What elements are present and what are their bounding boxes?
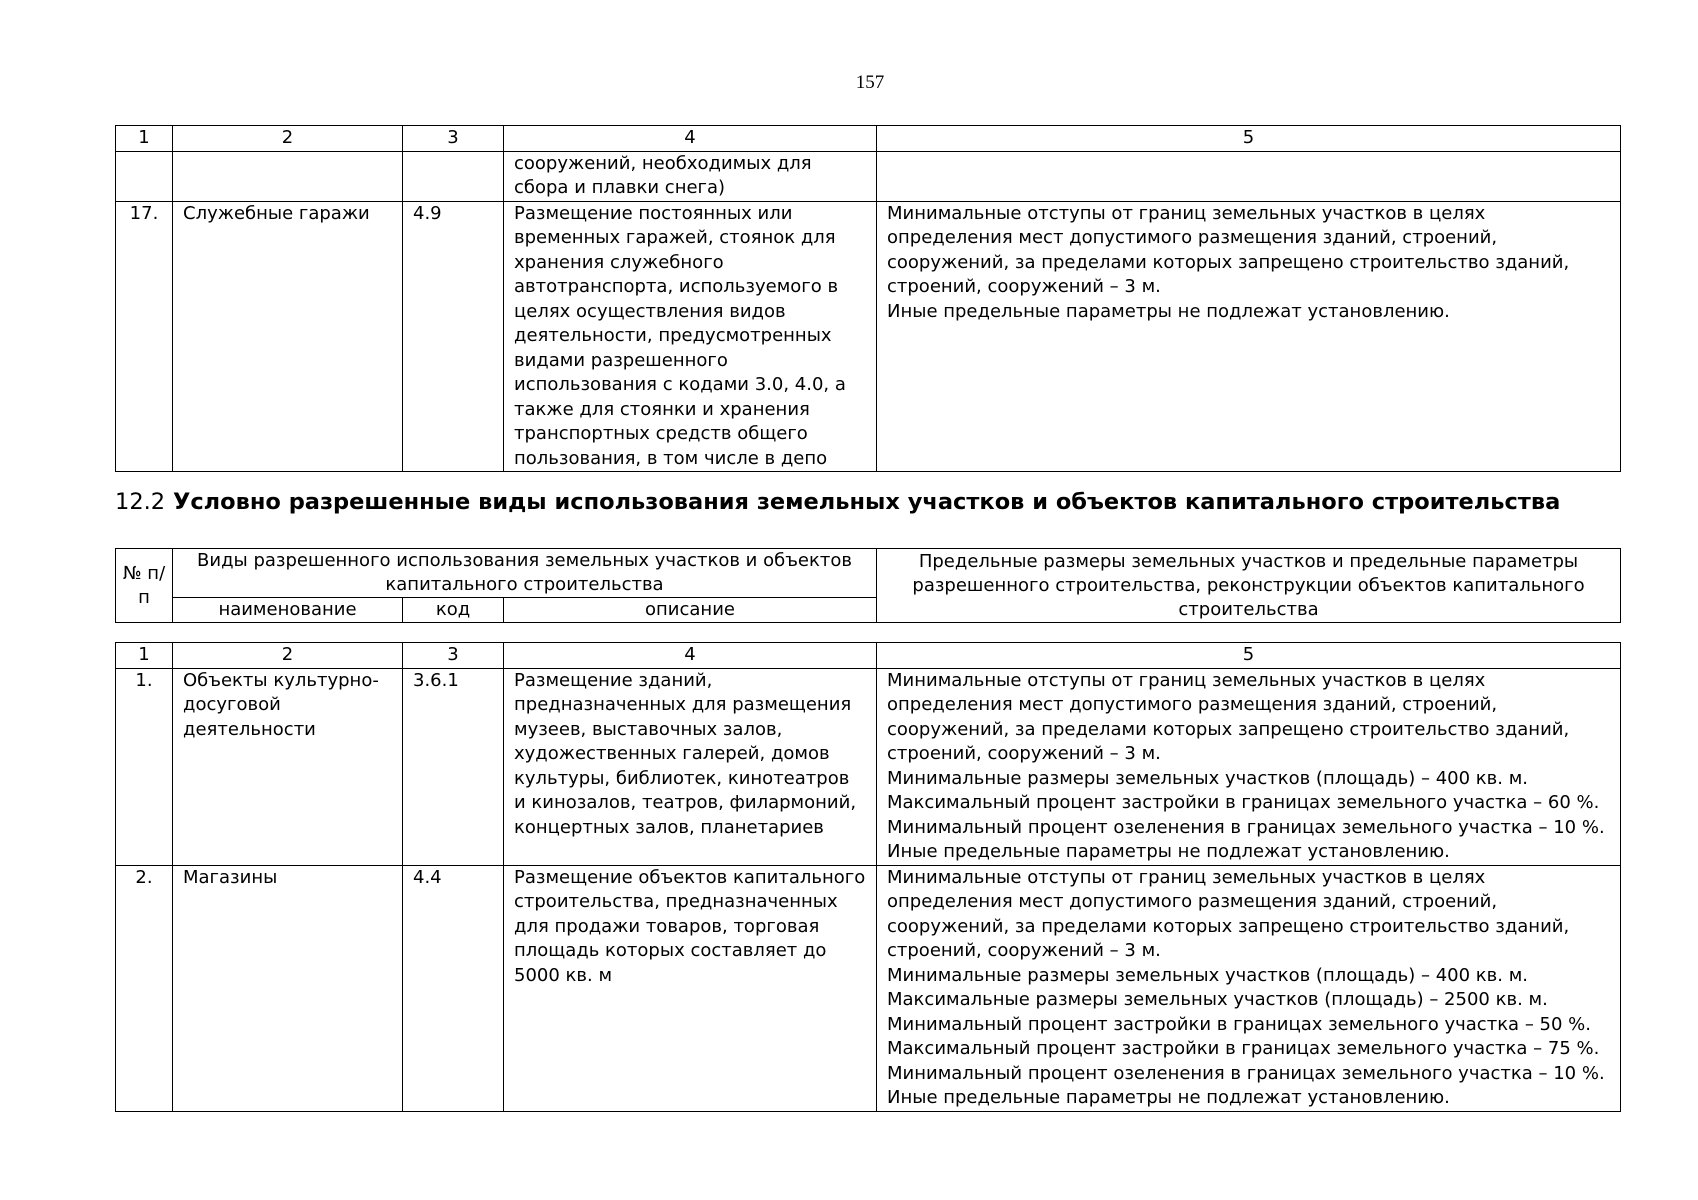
table-row	[116, 865, 1621, 1111]
row-description: Размещение зданий, предназначенных для размещения музеев, выставочных залов, художественных галерей, домов культуры, библиотек, кинотеатров и кинозалов, театров, филармоний, концертных залов, планетариев	[504, 668, 877, 865]
row-description: Размещение объектов капитального строительства, предназначенных для продажи товаров, торговая площадь которых составляет до 5000 кв. м	[504, 865, 877, 1111]
row-description: сооружений, необходимых для сбора и плавки снега)	[504, 151, 877, 201]
table-continuation	[115, 125, 1621, 472]
column-number-row	[116, 126, 1621, 152]
row-params: Минимальные отступы от границ земельных участков в целях определения мест допустимого размещения зданий, строений, сооружений, за пределами которых запрещено строительство зданий, строений, сооружений – 3 м. Иные предельные параметры не подлежат установлению.	[877, 201, 1621, 472]
header-types: Виды разрешенного использования земельных участков и объектов капитального строительства	[173, 549, 877, 598]
row-name: Магазины	[173, 865, 403, 1111]
row-number	[116, 151, 173, 201]
row-number: 17.	[116, 201, 173, 472]
table-row	[116, 201, 1621, 472]
table-body	[115, 642, 1621, 1112]
section-heading	[115, 487, 1620, 517]
col-number-4: 4	[504, 643, 877, 669]
row-code: 3.6.1	[403, 668, 504, 865]
col-number-1: 1	[116, 643, 173, 669]
col-number-3: 3	[403, 126, 504, 152]
row-name: Служебные гаражи	[173, 201, 403, 472]
row-code: 4.9	[403, 201, 504, 472]
row-code	[403, 151, 504, 201]
row-description: Размещение постоянных или временных гаражей, стоянок для хранения служебного автотранспорта, используемого в целях осуществления видов деятельности, предусмотренных видами разрешенного использования с кодами 3.0, 4.0, а также для стоянки и хранения транспортных средств общего пользования, в том числе в депо	[504, 201, 877, 472]
col-number-5: 5	[877, 643, 1621, 669]
row-name: Объекты культурно-досуговой деятельности	[173, 668, 403, 865]
col-number-2: 2	[173, 643, 403, 669]
header-params: Предельные размеры земельных участков и предельные параметры разрешенного строительства, реконструкции объектов капитального строительства	[877, 549, 1621, 623]
column-number-row	[116, 643, 1621, 669]
page-number: 157	[855, 72, 885, 93]
row-code: 4.4	[403, 865, 504, 1111]
header-num: № п/п	[116, 549, 173, 623]
header-name: наименование	[173, 598, 403, 623]
col-number-4: 4	[504, 126, 877, 152]
table-header	[115, 548, 1621, 623]
row-number: 2.	[116, 865, 173, 1111]
col-number-5: 5	[877, 126, 1621, 152]
section-number: 12.2	[115, 489, 166, 515]
table-row	[116, 668, 1621, 865]
row-name	[173, 151, 403, 201]
col-number-2: 2	[173, 126, 403, 152]
row-params: Минимальные отступы от границ земельных участков в целях определения мест допустимого размещения зданий, строений, сооружений, за пределами которых запрещено строительство зданий, строений, сооружений – 3 м. Минимальные размеры земельных участков (площадь) – 400 кв. м. Максимальный процент застройки в границах земельного участка – 60 %. Минимальный процент озеленения в границах земельного участка – 10 %. Иные предельные параметры не подлежат установлению.	[877, 668, 1621, 865]
col-number-1: 1	[116, 126, 173, 152]
header-code: код	[403, 598, 504, 623]
header-description: описание	[504, 598, 877, 623]
row-params	[877, 151, 1621, 201]
section-title: Условно разрешенные виды использования земельных участков и объектов капитального строительства	[173, 489, 1561, 515]
col-number-3: 3	[403, 643, 504, 669]
row-number: 1.	[116, 668, 173, 865]
row-params: Минимальные отступы от границ земельных участков в целях определения мест допустимого размещения зданий, строений, сооружений, за пределами которых запрещено строительство зданий, строений, сооружений – 3 м. Минимальные размеры земельных участков (площадь) – 400 кв. м. Максимальные размеры земельных участков (площадь) – 2500 кв. м. Минимальный процент застройки в границах земельного участка – 50 %. Максимальный процент застройки в границах земельного участка – 75 %. Минимальный процент озеленения в границах земельного участка – 10 %. Иные предельные параметры не подлежат установлению.	[877, 865, 1621, 1111]
table-row	[116, 151, 1621, 201]
